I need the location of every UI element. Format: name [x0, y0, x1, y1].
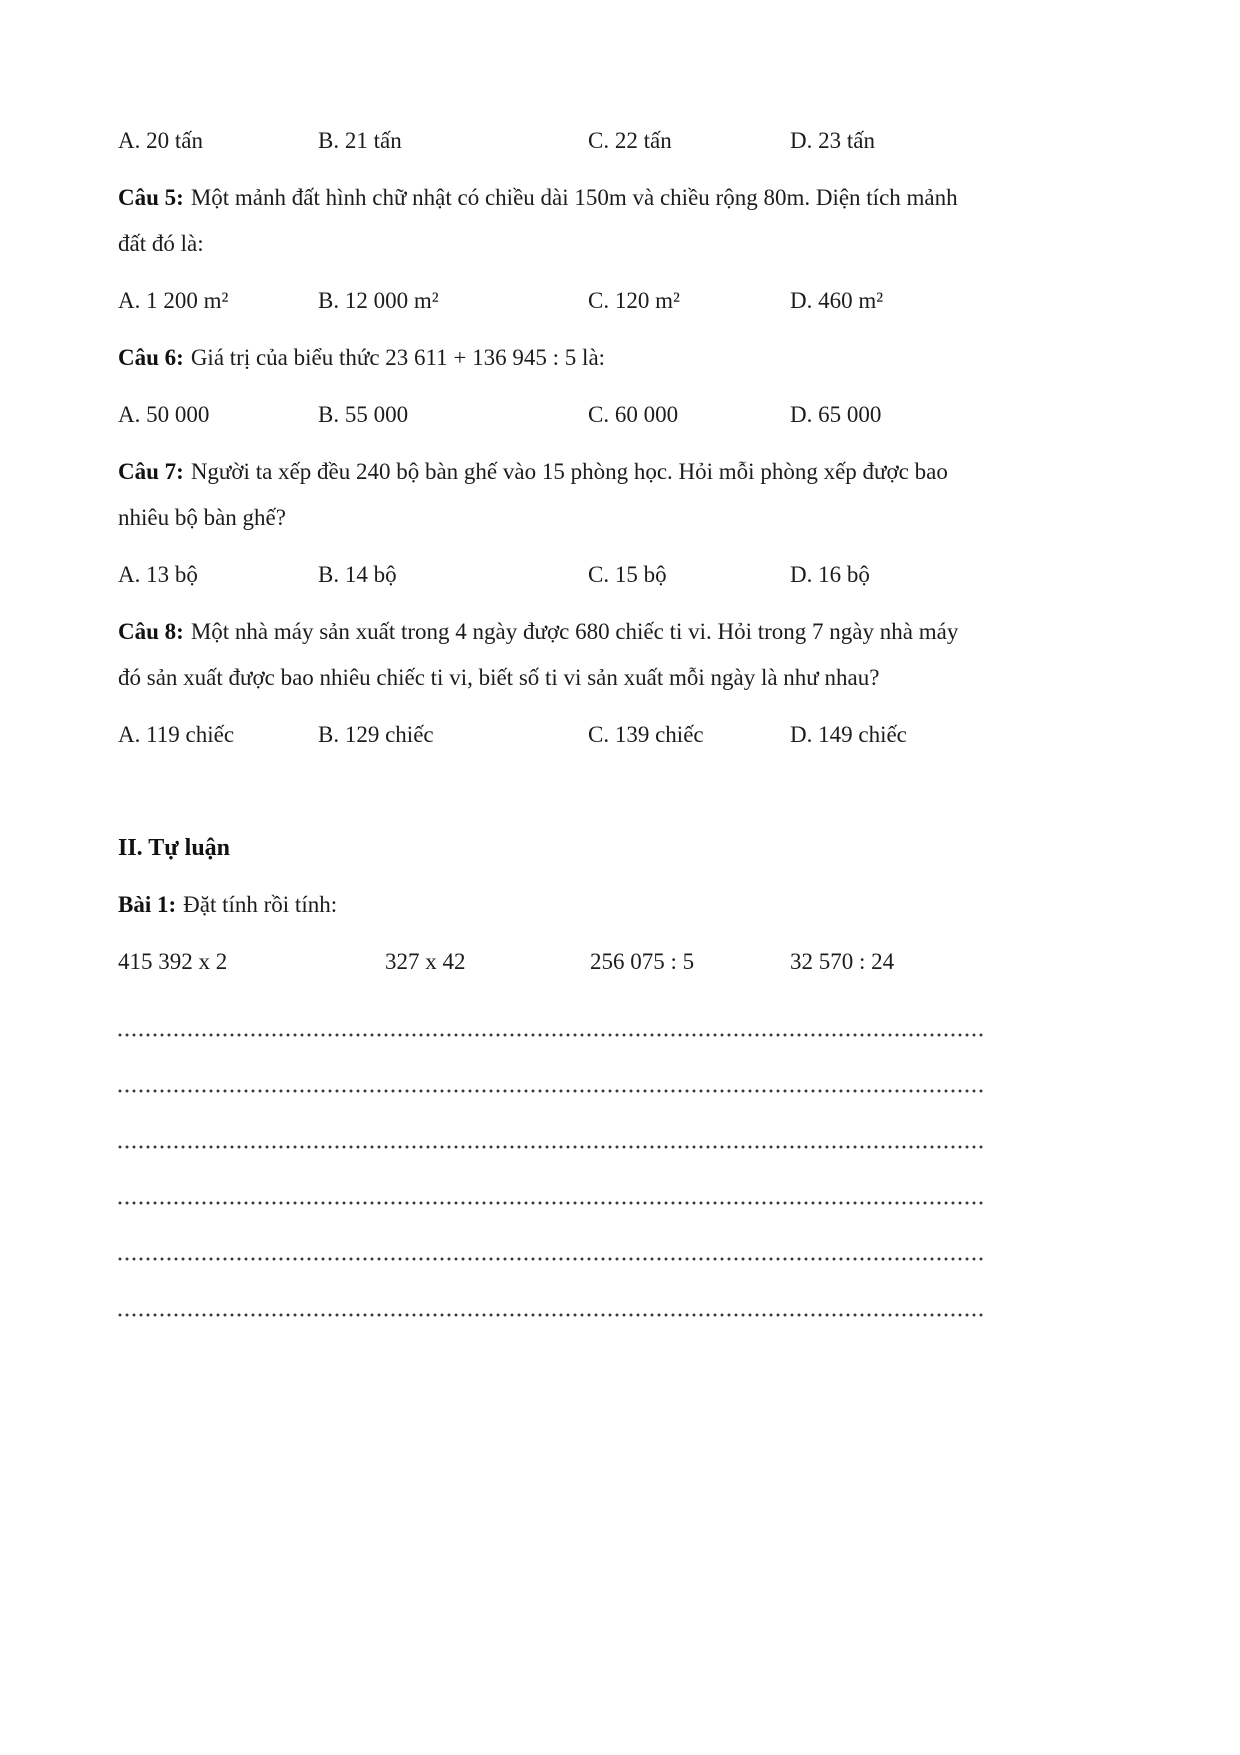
answer-line — [118, 1276, 985, 1332]
answer-line — [118, 1220, 985, 1276]
exercise-1-label: Bài 1: — [118, 892, 177, 917]
exercise-1-body: Đặt tính rồi tính: — [183, 892, 338, 917]
option-d: D. 460 m² — [790, 288, 884, 313]
answer-row-previous-question — [118, 118, 985, 164]
option-a: A. 50 000 — [118, 402, 210, 427]
option-c: C. 15 bộ — [588, 562, 667, 587]
question-6-options — [118, 392, 985, 438]
question-5-text — [118, 175, 985, 267]
option-b: B. 14 bộ — [318, 562, 397, 587]
question-6-label: Câu 6: — [118, 345, 184, 370]
question-6-text — [118, 335, 985, 381]
option-c: C. 139 chiếc — [588, 722, 704, 747]
option-a: A. 1 200 m² — [118, 288, 229, 313]
section-2-title: II. Tự luận — [118, 835, 231, 861]
answer-line — [118, 1164, 985, 1220]
option-a: A. 13 bộ — [118, 562, 198, 587]
exercise-1-problems — [118, 939, 985, 985]
answer-line — [118, 1108, 985, 1164]
question-7-options — [118, 552, 985, 598]
option-b: B. 12 000 m² — [318, 288, 439, 313]
question-5-label: Câu 5: — [118, 185, 184, 210]
question-5-body: Một mảnh đất hình chữ nhật có chiều dài 150m và chiều rộng 80m. Diện tích mảnh đất đó là: — [118, 185, 958, 256]
option-d: D. 149 chiếc — [790, 722, 907, 747]
answer-line — [118, 1052, 985, 1108]
question-8-text — [118, 609, 985, 701]
exercise-1-text — [118, 882, 985, 928]
option-c: C. 22 tấn — [588, 128, 672, 153]
option-a: A. 20 tấn — [118, 128, 203, 153]
question-6-body: Giá trị của biểu thức 23 611 + 136 945 : 5 là: — [190, 345, 606, 370]
problem-4: 32 570 : 24 — [790, 949, 895, 974]
option-a: A. 119 chiếc — [118, 722, 235, 747]
problem-2: 327 x 42 — [385, 949, 466, 974]
option-b: B. 129 chiếc — [318, 722, 434, 747]
question-8-body: Một nhà máy sản xuất trong 4 ngày được 680 chiếc ti vi. Hỏi trong 7 ngày nhà máy đó sản xuất được bao nhiêu chiếc ti vi, biết số ti vi sản xuất mỗi ngày là như nhau? — [118, 619, 959, 690]
question-5-options — [118, 278, 985, 324]
option-d: D. 65 000 — [790, 402, 882, 427]
problem-1: 415 392 x 2 — [118, 949, 228, 974]
answer-line — [118, 996, 985, 1052]
question-8-label: Câu 8: — [118, 619, 184, 644]
problem-3: 256 075 : 5 — [590, 949, 695, 974]
answer-lines — [118, 996, 985, 1332]
question-8-options — [118, 712, 985, 758]
option-d: D. 16 bộ — [790, 562, 870, 587]
question-7-text — [118, 449, 985, 541]
option-b: B. 21 tấn — [318, 128, 402, 153]
question-7-body: Người ta xếp đều 240 bộ bàn ghế vào 15 phòng học. Hỏi mỗi phòng xếp được bao nhiêu bộ bàn ghế? — [118, 459, 948, 530]
question-7-label: Câu 7: — [118, 459, 184, 484]
option-c: C. 60 000 — [588, 402, 679, 427]
option-d: D. 23 tấn — [790, 128, 875, 153]
option-b: B. 55 000 — [318, 402, 409, 427]
option-c: C. 120 m² — [588, 288, 680, 313]
